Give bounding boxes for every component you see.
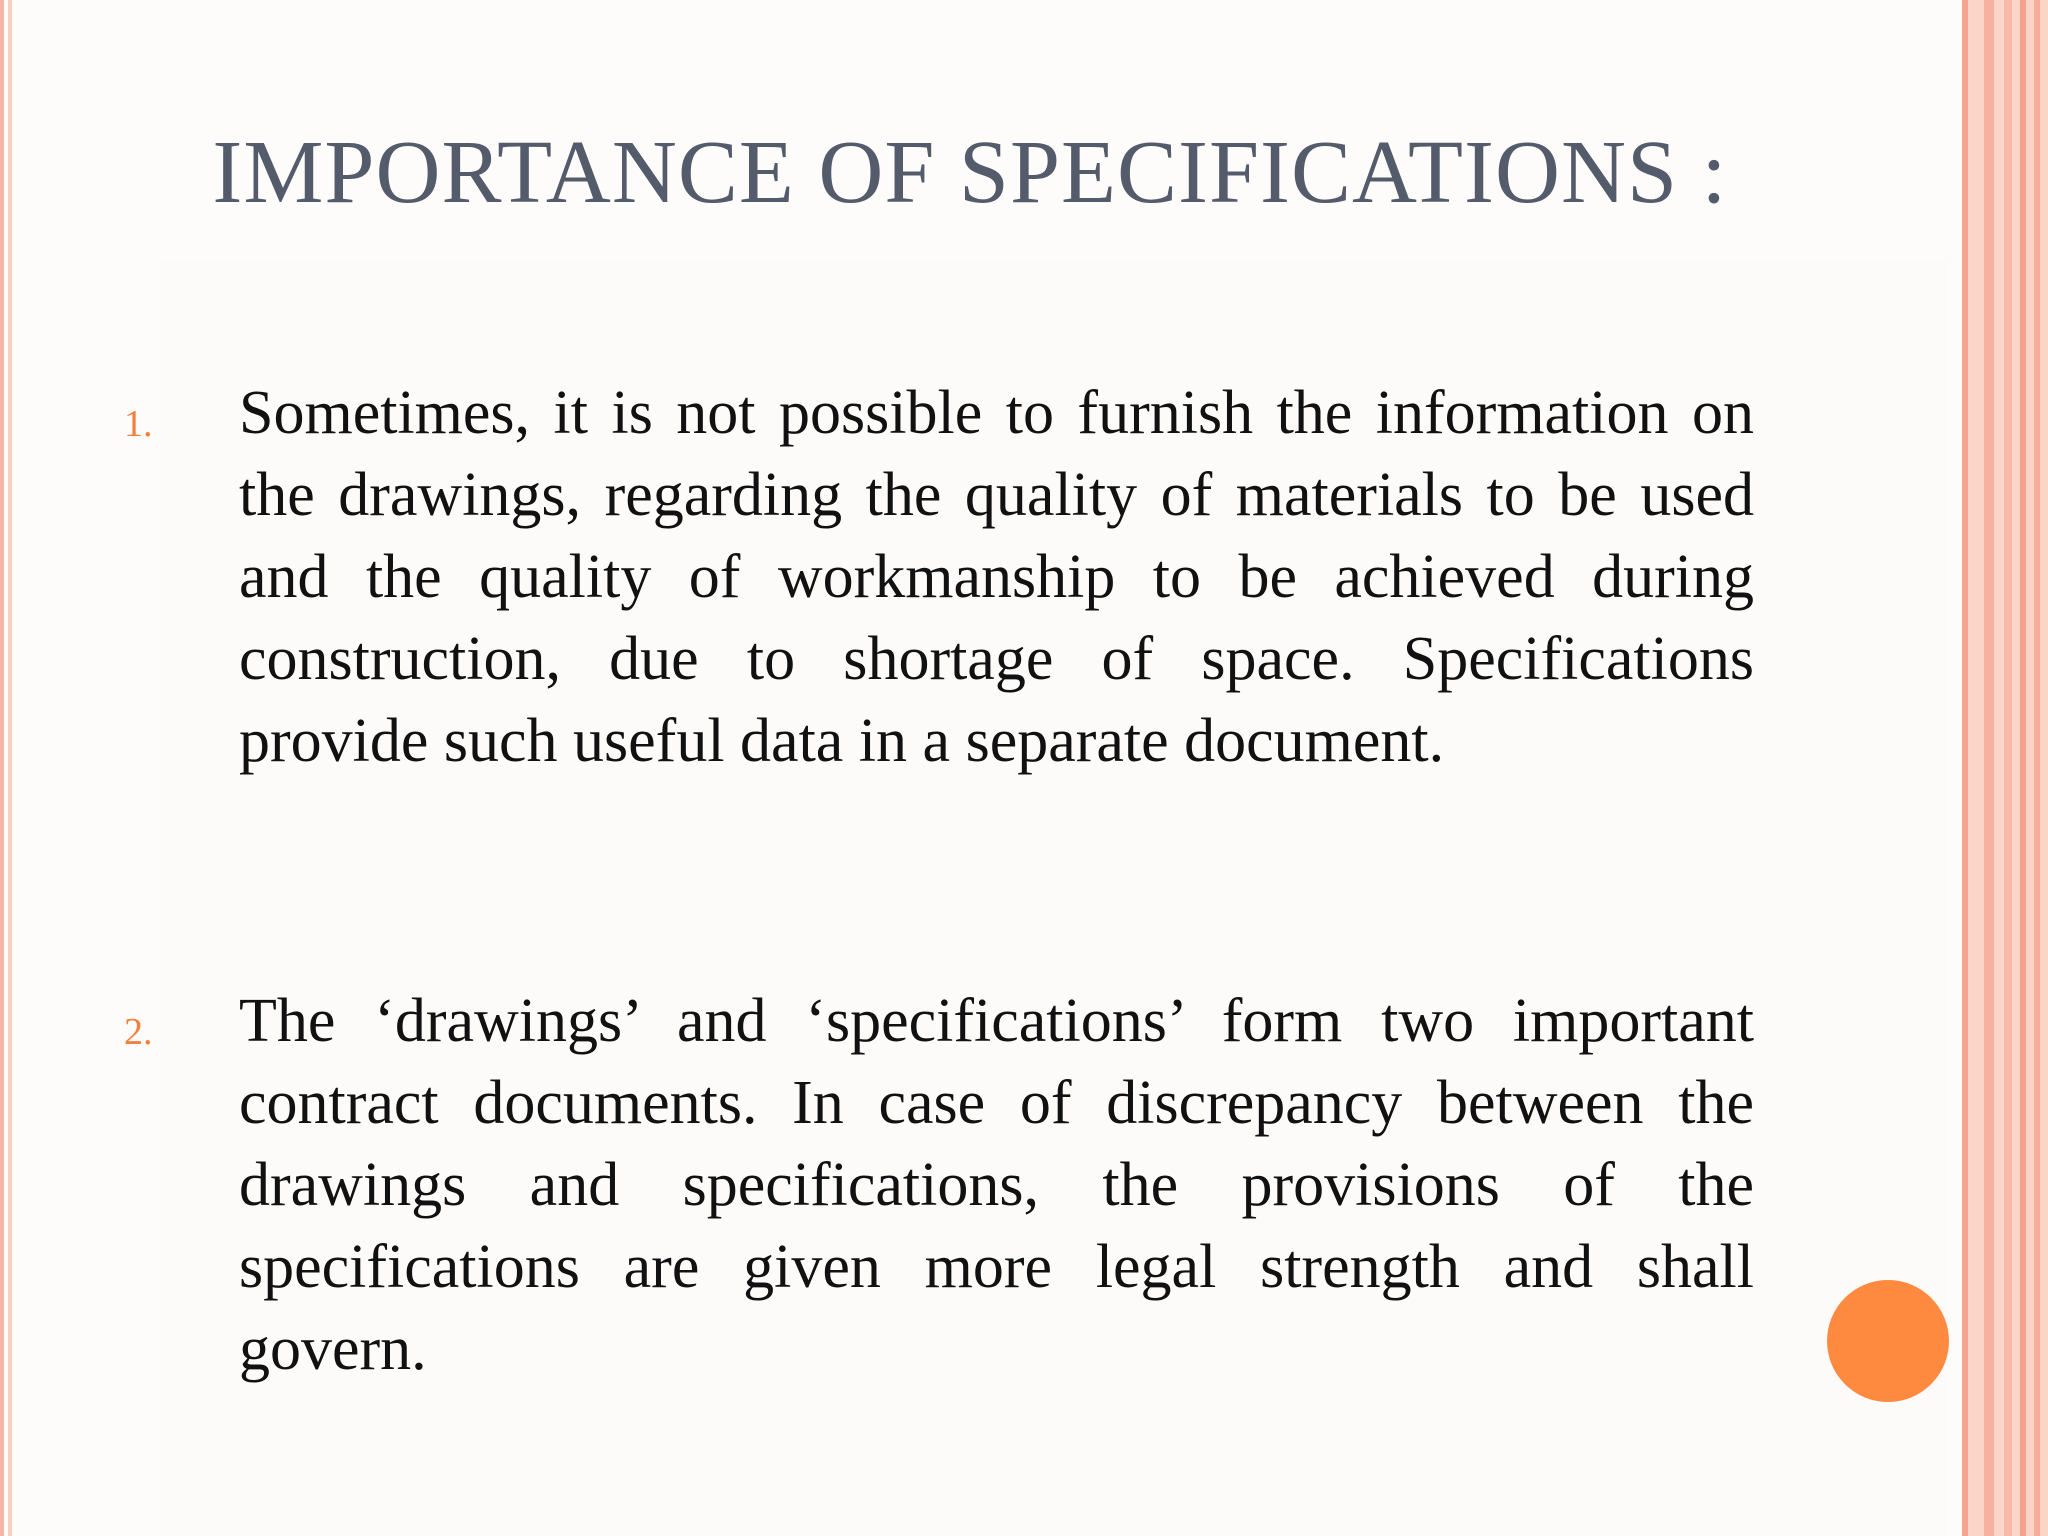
orange-circle-decoration: [1827, 1280, 1949, 1402]
left-border-stripe-inner: [8, 0, 12, 1536]
list-item-text: Sometimes, it is not possible to furnish the information on the drawings, regarding the quality of materials to be used and the quality of workmanship to be achieved during construction, due to shortage of space. Specifications provide such useful data in a separate document.: [239, 379, 1754, 775]
right-stripe: [2004, 0, 2012, 1536]
list-item-number: 2.: [124, 1011, 153, 1053]
right-stripe: [2020, 0, 2026, 1536]
list-item-text: The ‘drawings’ and ‘specifications’ form two important contract documents. In case of discrepancy between the drawings and specifications, the provisions of the specifications are given more legal strength and shall govern.: [239, 987, 1754, 1383]
slide-title: IMPORTANCE OF SPECIFICATIONS :: [212, 123, 1728, 222]
list-item-number: 1.: [124, 403, 153, 445]
right-stripe: [1984, 0, 1994, 1536]
right-stripe: [2034, 0, 2040, 1536]
left-border-stripe: [0, 0, 4, 1536]
right-stripe: [1962, 0, 1968, 1536]
